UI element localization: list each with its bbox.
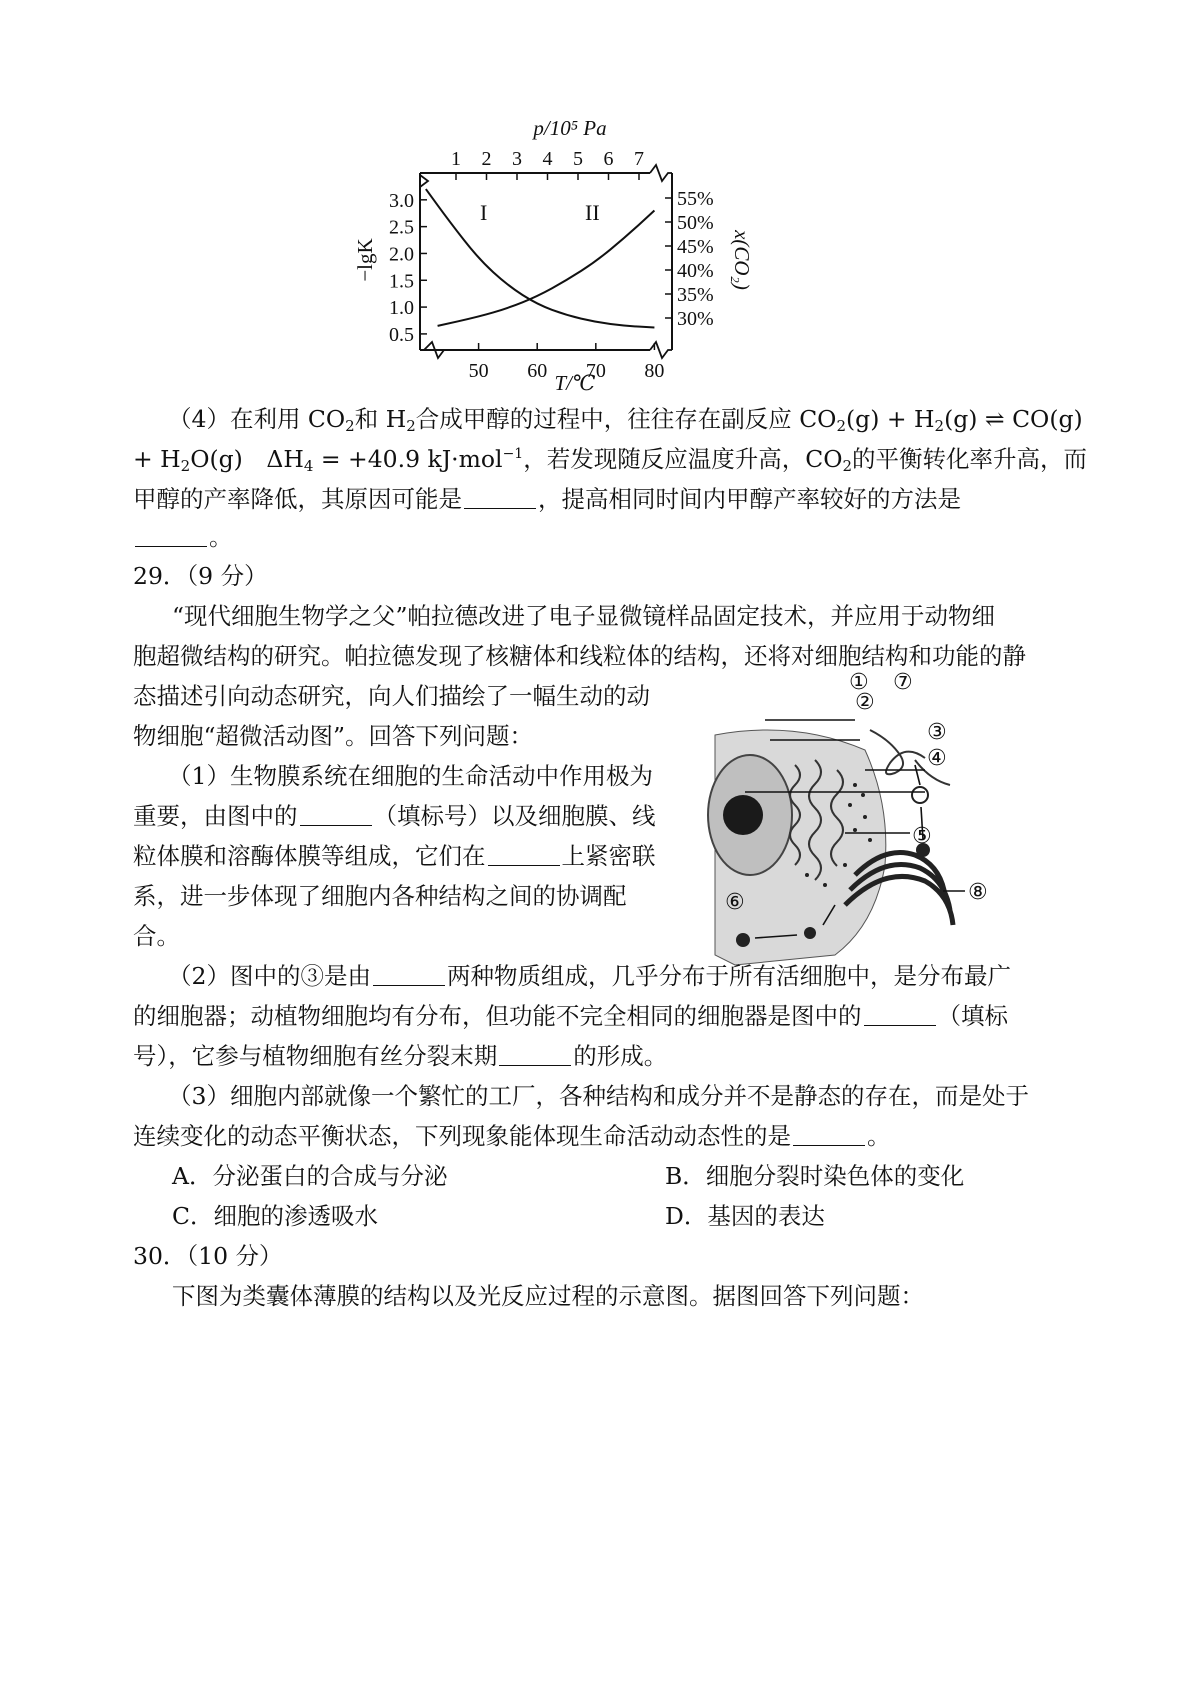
q29-text: 号），它参与植物细胞有丝分裂末期 [133, 1042, 498, 1070]
option-c[interactable]: C．细胞的渗透吸水 [172, 1202, 378, 1230]
q29-s3-line-1: （3）细胞内部就像一个繁忙的工厂，各种结构和成分并不是静态的存在，而是处于 [168, 1082, 1029, 1110]
nucleolus [723, 795, 763, 835]
q29-text: （2）图中的③是由 [168, 962, 371, 990]
answer-blank[interactable] [793, 1144, 865, 1146]
q4-text: ，提高相同时间内甲醇产率较好的方法是 [538, 485, 961, 513]
label-4: ④ [927, 746, 947, 771]
top-tick-label: 1 [451, 148, 461, 170]
subscript: 2 [406, 417, 416, 435]
q4-text: (g) ⇌ CO(g) [944, 405, 1083, 433]
top-tick-label: 5 [573, 148, 583, 170]
q29-text: 重要，由图中的 [133, 802, 298, 830]
q4-text: ，若发现随反应温度升高，CO [523, 445, 843, 473]
series-label-II: II [585, 200, 600, 225]
q4-line-2 [133, 440, 1087, 475]
left-axis-break [420, 175, 428, 187]
q29-para-line-4: 物细胞“超微活动图”。回答下列问题： [133, 722, 534, 750]
q30-heading: 30．（10 分） [133, 1242, 283, 1270]
x-axis-label: T/℃ [554, 371, 596, 395]
q29-s1-line-1: （1）生物膜系统在细胞的生命活动中作用极为 [168, 762, 653, 790]
answer-blank[interactable] [499, 1064, 571, 1066]
series-curve-II [438, 211, 655, 326]
bottom-right-break [650, 342, 672, 358]
answer-blank[interactable] [864, 1024, 936, 1026]
y-left-tick-label: 0.5 [389, 323, 414, 346]
q29-para-line-1: “现代细胞生物学之父”帕拉德改进了电子显微镜样品固定技术，并应用于动物细 [172, 602, 996, 630]
q29-text: 。 [867, 1122, 891, 1150]
q29-text: 的形成。 [573, 1042, 668, 1070]
q4-text: 和 H [354, 405, 407, 433]
arrow [915, 765, 920, 785]
subscript: 2 [836, 417, 846, 435]
y-left-tick-label: 3.0 [389, 189, 414, 212]
cell-figure-svg [715, 670, 1065, 995]
q29-s1-line-3 [133, 837, 656, 871]
x-tick-label: 50 [468, 360, 489, 382]
x-tick-label: 60 [527, 360, 548, 382]
option-a[interactable]: A．分泌蛋白的合成与分泌 [172, 1162, 448, 1190]
y-left-label: −lgK [353, 238, 377, 282]
q4-line-1 [168, 400, 1083, 435]
q4-line-3 [133, 480, 961, 514]
x-tick-label: 70 [585, 360, 606, 382]
q29-text: 两种物质组成，几乎分布于所有活细胞中，是分布最广 [446, 962, 1011, 990]
top-tick-label: 2 [481, 148, 492, 170]
answer-blank[interactable] [300, 824, 372, 826]
top-tick-label: 4 [542, 148, 553, 170]
chart-svg [353, 115, 820, 415]
q29-s1-line-5: 合。 [133, 922, 180, 950]
vesicle [912, 787, 928, 803]
subscript: 2 [345, 417, 355, 435]
q29-s1-line-4: 系，进一步体现了细胞内各种结构之间的协调配 [133, 882, 627, 910]
subscript: 2 [842, 457, 853, 475]
top-axis-label: p/10⁵ Pa [533, 116, 607, 140]
option-d[interactable]: D．基因的表达 [665, 1202, 825, 1230]
q4-text: 的平衡转化率升高，而 [852, 445, 1088, 473]
subscript: 2 [934, 417, 945, 435]
q30-para-line-1: 下图为类囊体薄膜的结构以及光反应过程的示意图。据图回答下列问题： [172, 1282, 924, 1310]
q4-text: + H [133, 445, 181, 473]
y-left-tick-label: 1.0 [389, 297, 414, 320]
y-left-tick-label: 2.5 [389, 216, 414, 239]
label-2: ② [855, 690, 875, 715]
label-3: ③ [927, 720, 947, 745]
q4-text: （4）在利用 CO [168, 405, 346, 433]
series-curve-I [426, 189, 655, 327]
answer-blank[interactable] [464, 507, 536, 509]
y-right-tick-label: 35% [677, 284, 714, 306]
y-right-label: x(CO₂) [730, 230, 754, 290]
q4-text: O(g) ΔH [190, 445, 304, 473]
q4-text: 。 [209, 523, 233, 551]
series-label-I: I [480, 200, 488, 225]
label-1: ① [849, 670, 869, 695]
q29-s1-line-2 [133, 797, 656, 831]
y-left-tick-label: 2.0 [389, 243, 414, 266]
superscript: −1 [502, 446, 524, 462]
label-7: ⑦ [893, 670, 913, 695]
q4-text: 甲醇的产率降低，其原因可能是 [133, 485, 462, 513]
option-b[interactable]: B．细胞分裂时染色体的变化 [665, 1162, 965, 1190]
vesicle [804, 927, 816, 939]
q4-text: (g) + H [846, 405, 935, 433]
q29-s3-line-2 [133, 1117, 891, 1151]
label-8: ⑧ [968, 880, 988, 905]
equilibrium-chart [353, 115, 820, 415]
label-5: ⑤ [912, 824, 932, 849]
y-right-tick-label: 40% [677, 260, 714, 282]
y-right-tick-label: 50% [677, 212, 714, 234]
q4-text: 合成甲醇的过程中，往往存在副反应 CO [415, 405, 837, 433]
q29-s2-line-2 [133, 997, 1008, 1031]
answer-blank[interactable] [488, 864, 560, 866]
q29-text: （填标 [937, 1002, 1008, 1030]
cell-ultrastructure-figure [715, 670, 1065, 995]
label-6: ⑥ [725, 890, 745, 915]
q29-para-line-3: 态描述引向动态研究，向人们描绘了一幅生动的动 [133, 682, 650, 710]
subscript: 4 [303, 457, 314, 475]
q29-s2-line-1 [168, 957, 1011, 991]
tick-group [389, 148, 714, 382]
y-right-tick-label: 45% [677, 236, 714, 258]
top-tick-label: 6 [603, 148, 614, 170]
top-axis-break [650, 165, 672, 181]
vesicle [736, 933, 750, 947]
q4-line-4 [133, 518, 233, 552]
q29-s2-line-3 [133, 1037, 667, 1071]
top-tick-label: 3 [512, 148, 522, 170]
answer-blank[interactable] [135, 545, 207, 547]
q29-text: 粒体膜和溶酶体膜等组成，它们在 [133, 842, 486, 870]
answer-blank[interactable] [373, 984, 445, 986]
top-tick-label: 7 [634, 148, 644, 170]
subscript: 2 [180, 457, 191, 475]
q29-text: 的细胞器；动植物细胞均有分布，但功能不完全相同的细胞器是图中的 [133, 1002, 862, 1030]
q29-heading: 29．（9 分） [133, 562, 268, 590]
q29-para-line-2: 胞超微结构的研究。帕拉德发现了核糖体和线粒体的结构，还将对细胞结构和功能的静 [133, 642, 1026, 670]
y-left-tick-label: 1.5 [389, 270, 414, 293]
q29-text: 上紧密联 [561, 842, 656, 870]
q29-text: （填标号）以及细胞膜、线 [373, 802, 656, 830]
q4-text: = +40.9 kJ·mol [313, 445, 503, 473]
x-tick-label: 80 [644, 360, 665, 382]
y-right-tick-label: 55% [677, 188, 714, 210]
q29-text: 连续变化的动态平衡状态，下列现象能体现生命活动动态性的是 [133, 1122, 791, 1150]
y-right-tick-label: 30% [677, 308, 714, 330]
